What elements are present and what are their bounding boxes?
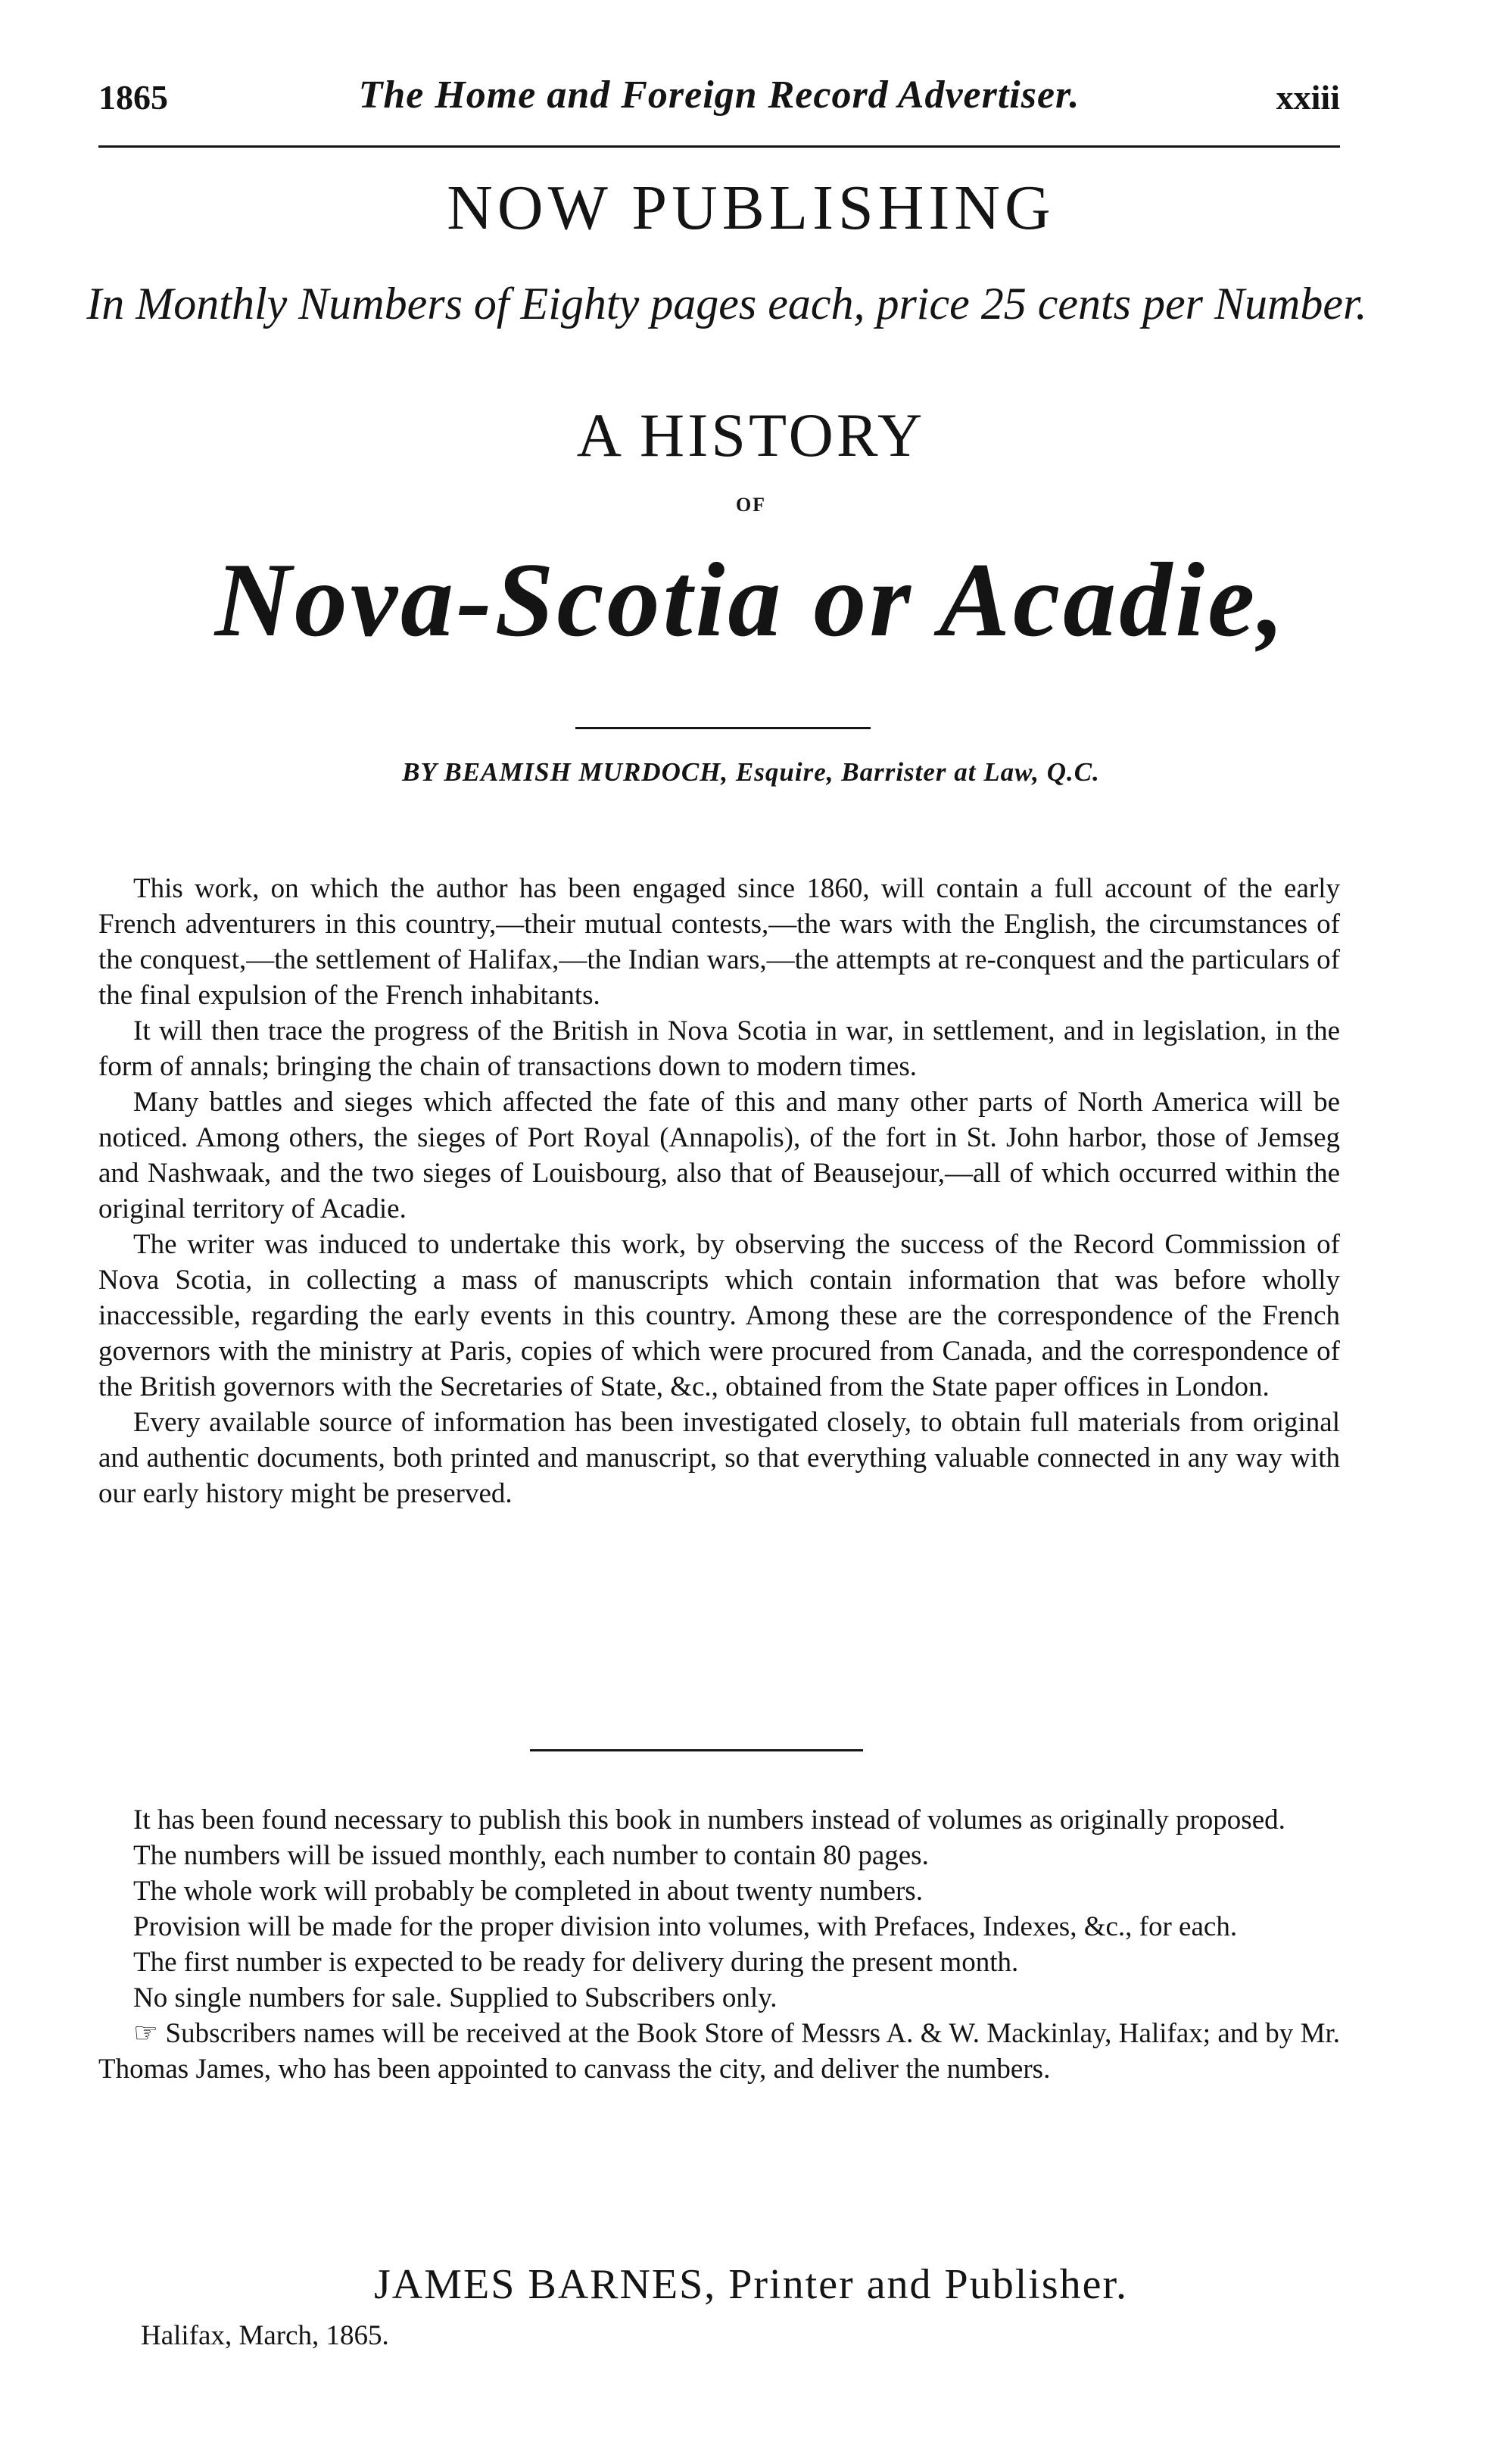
journal-title: The Home and Foreign Record Advertiser.	[358, 73, 1080, 117]
notice-paragraph: Provision will be made for the proper division into volumes, with Prefaces, Indexes, &c., for each.	[133, 1911, 1238, 1942]
of-word: OF	[735, 494, 767, 516]
notice-section	[98, 1802, 1340, 2087]
description-paragraph: This work, on which the author has been engaged since 1860, will contain a full account of the early French adventurers in this country,—their mutual contests,—the wars with the English, the circumstances of the conquest,—the settlement of Halifax,—the Indian wars,—the attempts at re-conquest and the particulars of the final expulsion of the French inhabitants.	[98, 873, 1340, 1011]
notice-paragraph: No single numbers for sale. Supplied to Subscribers only.	[133, 1982, 777, 2013]
history-heading: A HISTORY	[576, 401, 926, 469]
publication-terms: In Monthly Numbers of Eighty pages each, price 25 cents per Number.	[86, 279, 1367, 329]
running-header	[98, 70, 1340, 130]
divider-rule	[530, 1749, 863, 1751]
header-year: 1865	[98, 78, 168, 117]
divider-rule	[575, 727, 871, 729]
notice-paragraph: It has been found necessary to publish this book in numbers instead of volumes as originally proposed.	[133, 1804, 1285, 1836]
header-rule	[98, 145, 1340, 148]
description-paragraph: Many battles and sieges which affected the fate of this and many other parts of North America will be noticed. Among others, the sieges of Port Royal (Annapolis), of the fort in St. John harbor, those of Jemseg and Nashwaak, and the two sieges of Louisbourg, also that of Beausejour,—all of which occurred within the original territory of Acadie.	[98, 1087, 1340, 1224]
page-number: xxiii	[1276, 78, 1340, 117]
notice-paragraph: ☞ Subscribers names will be received at the Book Store of Messrs A. & W. Mackinlay, Halifax; and by Mr. Thomas James, who has been appointed to canvass the city, and deliver the numbers.	[98, 2018, 1340, 2085]
dateline: Halifax, March, 1865.	[141, 2320, 389, 2351]
description-section	[98, 871, 1340, 1511]
description-paragraph: Every available source of information has been investigated closely, to obtain full materials from original and authentic documents, both printed and manuscript, so that everything valuable connected in any way with our early history might be preserved.	[98, 1407, 1340, 1509]
book-title: Nova-Scotia or Acadie,	[214, 541, 1288, 659]
publisher-imprint: JAMES BARNES, Printer and Publisher.	[373, 2261, 1129, 2308]
notice-paragraph: The first number is expected to be ready for delivery during the present month.	[133, 1947, 1019, 1978]
notice-paragraph: The whole work will probably be completed in about twenty numbers.	[133, 1876, 923, 1907]
description-paragraph: It will then trace the progress of the British in Nova Scotia in war, in settlement, and in legislation, in the form of annals; bringing the chain of transactions down to modern times.	[98, 1015, 1340, 1082]
author-byline: BY BEAMISH MURDOCH, Esquire, Barrister at Law, Q.C.	[402, 757, 1100, 787]
notice-paragraph: The numbers will be issued monthly, each number to contain 80 pages.	[133, 1840, 929, 1871]
description-paragraph: The writer was induced to undertake this work, by observing the success of the Record Commission of Nova Scotia, in collecting a mass of manuscripts which contain information that was before wholly inaccessible, regarding the early events in this country. Among these are the correspondence of the French governors with the ministry at Paris, copies of which were procured from Canada, and the correspondence of the British governors with the Secretaries of State, &c., obtained from the State paper offices in London.	[98, 1229, 1340, 1402]
now-publishing-heading: NOW PUBLISHING	[447, 173, 1055, 243]
